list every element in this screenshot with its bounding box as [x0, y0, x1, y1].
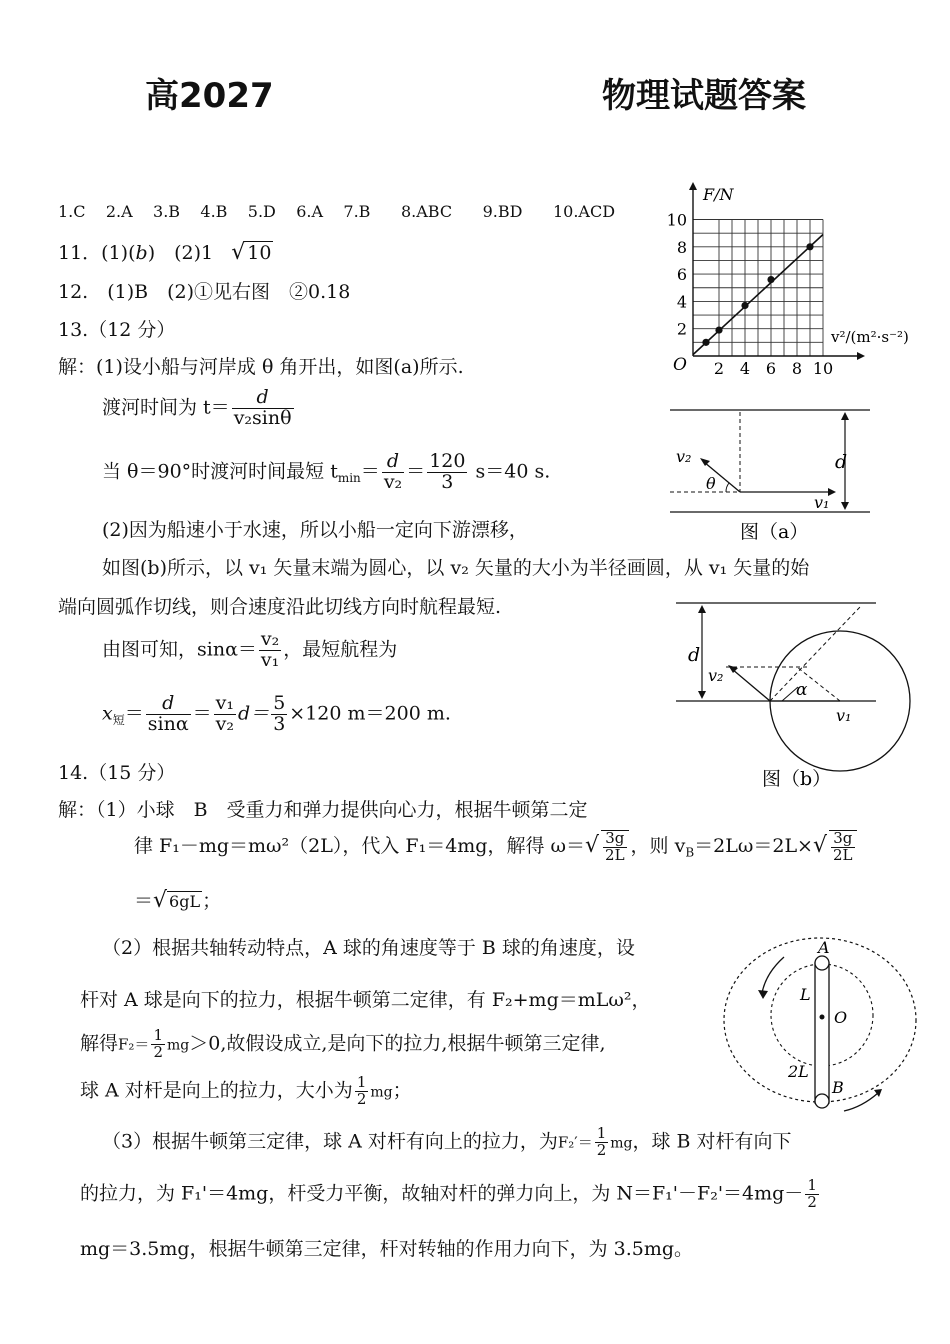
- v2-arrow-icon: [700, 458, 710, 466]
- d-label: d: [688, 644, 701, 666]
- rotating-rod-figure: [722, 935, 922, 1120]
- q14-part3-line2: 的拉力，为 F₁'＝4mg，杆受力平衡，故轴对杆的弹力向上，为 N＝F₁'－F₂'＝4mg－ $\frac{1}{2}$: [80, 1176, 817, 1211]
- y-tick-label: 2: [676, 319, 687, 339]
- data-point: [715, 326, 722, 333]
- choice-answers: [58, 202, 615, 221]
- q14-line3: ＝√ 6gL ；: [134, 888, 222, 913]
- v1-label: v₁: [836, 706, 852, 725]
- q14-line2: 律 F₁－mg＝mω²（2L），代入 F₁＝4mg，解得 ω＝√ $\frac{3g}{2L}$ ，则 $v_B=2L\omega=2L\times√$ $\frac{3g}{2L}$: [134, 830, 859, 864]
- q13-min-time: 当 θ＝90°时渡河时间最短 $t_{min}=$ $\frac{d}{\text{v₂}}$ ＝ $\frac{120}{3}$ s＝40 s.: [102, 450, 551, 493]
- choice-answer: 2.A: [105, 202, 133, 221]
- q14-part2-line4: 球 A 对杆是向上的拉力，大小为 $\frac{1}{2}$ mg；: [80, 1073, 412, 1108]
- x-axis-label: v²/(m²·s⁻²): [831, 328, 909, 346]
- choice-answer: 6.A: [296, 202, 324, 221]
- y-axis-arrow-icon: [689, 182, 697, 190]
- rod: [815, 963, 829, 1103]
- y-tick-label: 6: [676, 265, 687, 285]
- data-point: [767, 276, 774, 283]
- rotation-arrow-bottom: [844, 1093, 878, 1111]
- q11-answer: 11．(1)(b) (2)1 √ 10: [58, 240, 272, 265]
- v2-vector: [732, 669, 770, 701]
- pivot-o: [820, 1015, 825, 1020]
- x-tick-label: 8: [791, 359, 803, 378]
- choice-answer: 5.D: [247, 202, 276, 221]
- q13-sin-alpha: 由图可知，sinα＝ $\frac{\text{v₂}}{\text{v₁}}$ ，最短航程为: [102, 628, 398, 671]
- q13-line5: 如图(b)所示，以 v₁ 矢量末端为圆心，以 v₂ 矢量的大小为半径画圆，从 v₁ 矢量的始: [102, 557, 810, 579]
- theta-arc: [726, 483, 729, 492]
- x-tick-label: 4: [739, 359, 751, 378]
- q13-heading: 13.（12 分）: [58, 319, 176, 341]
- choice-answer: 1.C: [58, 202, 86, 221]
- x-tick-label: 10: [812, 359, 834, 378]
- choice-answer: 3.B: [153, 202, 181, 221]
- width-arrow-up-icon: [841, 412, 849, 420]
- q13-line6: 端向圆弧作切线，则合速度沿此切线方向时航程最短.: [58, 596, 502, 618]
- label-a: A: [818, 938, 830, 957]
- y-tick-label: 8: [676, 237, 687, 257]
- d-label: d: [835, 451, 848, 473]
- rotation-arrow-top-icon: [758, 990, 768, 999]
- choice-answer: 4.B: [200, 202, 228, 221]
- v2-arrow-icon: [728, 665, 738, 673]
- v2-label: v₂: [708, 666, 724, 685]
- x-tick-label: 6: [765, 359, 777, 378]
- width-arrow-up-icon: [698, 605, 706, 613]
- figure-a-caption: 图（a）: [740, 521, 809, 543]
- q14-part2-line1: （2）根据共轴转动特点，A 球的角速度等于 B 球的角速度，设: [102, 937, 635, 959]
- q12-answer: 12. (1)B (2)①见右图 ②0.18: [58, 281, 351, 303]
- data-point: [806, 243, 813, 250]
- width-arrow-down-icon: [698, 691, 706, 699]
- label-2l: 2L: [788, 1062, 809, 1081]
- ball-a: [815, 956, 829, 970]
- tangent-dashed: [770, 607, 860, 701]
- alpha-label: α: [796, 680, 808, 700]
- v2-label: v₂: [676, 447, 692, 466]
- choice-answer: 9.BD: [482, 202, 523, 221]
- q13-line4: (2)因为船速小于水速，所以小船一定向下游漂移，: [102, 519, 528, 541]
- figure-a: [668, 400, 878, 548]
- q14-line1: 解：（1）小球 B 受重力和弹力提供向心力，根据牛顿第二定: [58, 799, 588, 821]
- x-axis-arrow-icon: [857, 352, 865, 360]
- choice-answer: 10.ACD: [552, 202, 616, 221]
- y-axis-label: F/N: [703, 185, 734, 204]
- label-b: B: [832, 1078, 844, 1097]
- label-o: O: [834, 1008, 848, 1027]
- choice-answer: 8.ABC: [400, 202, 453, 221]
- figure-b-caption: 图（b）: [762, 768, 832, 790]
- data-point: [702, 339, 709, 346]
- ball-b: [815, 1094, 829, 1108]
- q14-part3-line1: （3）根据牛顿第三定律，球 A 对杆有向上的拉力，为F₂′＝ $\frac{1}{2}$ mg，球 B 对杆有向下: [102, 1124, 792, 1159]
- q13-shortest-path: $x_短=$ $\frac{d}{\sin\alpha}$ ＝ $\frac{\text{v₁}}{\text{v₂}}$ d＝ $\frac{5}{3}$ ×120 m＝200 m.: [102, 692, 451, 735]
- q13-line1: 解：(1)设小船与河岸成 θ 角开出，如图(a)所示.: [58, 356, 464, 378]
- y-tick-label: 10: [666, 210, 687, 230]
- label-l: L: [800, 985, 811, 1004]
- grade-label: 高2027: [145, 76, 274, 116]
- q14-heading: 14.（15 分）: [58, 762, 176, 784]
- rotation-arrow-top: [762, 957, 784, 993]
- figure-b: [670, 595, 920, 795]
- origin-label: O: [673, 355, 687, 375]
- width-arrow-down-icon: [841, 502, 849, 510]
- data-point: [741, 302, 748, 309]
- q14-part2-line2: 杆对 A 球是向下的拉力，根据牛顿第二定律，有 F₂+mg＝mLω²，: [80, 989, 651, 1011]
- q13-time-formula: 渡河时间为 t＝ $\frac{d}{\text{v₂sinθ}}$: [102, 386, 292, 429]
- graph-grid: [693, 220, 823, 357]
- page-title: 物理试题答案: [602, 76, 806, 116]
- force-velocity-graph: [665, 180, 930, 380]
- v1-label: v₁: [814, 493, 830, 512]
- theta-label: θ: [706, 474, 716, 493]
- q14-part2-line3: 解得F₂＝ $\frac{1}{2}$ mg＞0,故假设成立,是向下的拉力,根据牛顿第三定律,: [80, 1026, 606, 1061]
- choice-answer: 7.B: [343, 202, 371, 221]
- x-tick-label: 2: [713, 359, 725, 378]
- y-tick-label: 4: [676, 292, 687, 312]
- q14-part3-line3: mg＝3.5mg，根据牛顿第三定律，杆对转轴的作用力向下，为 3.5mg。: [80, 1238, 694, 1260]
